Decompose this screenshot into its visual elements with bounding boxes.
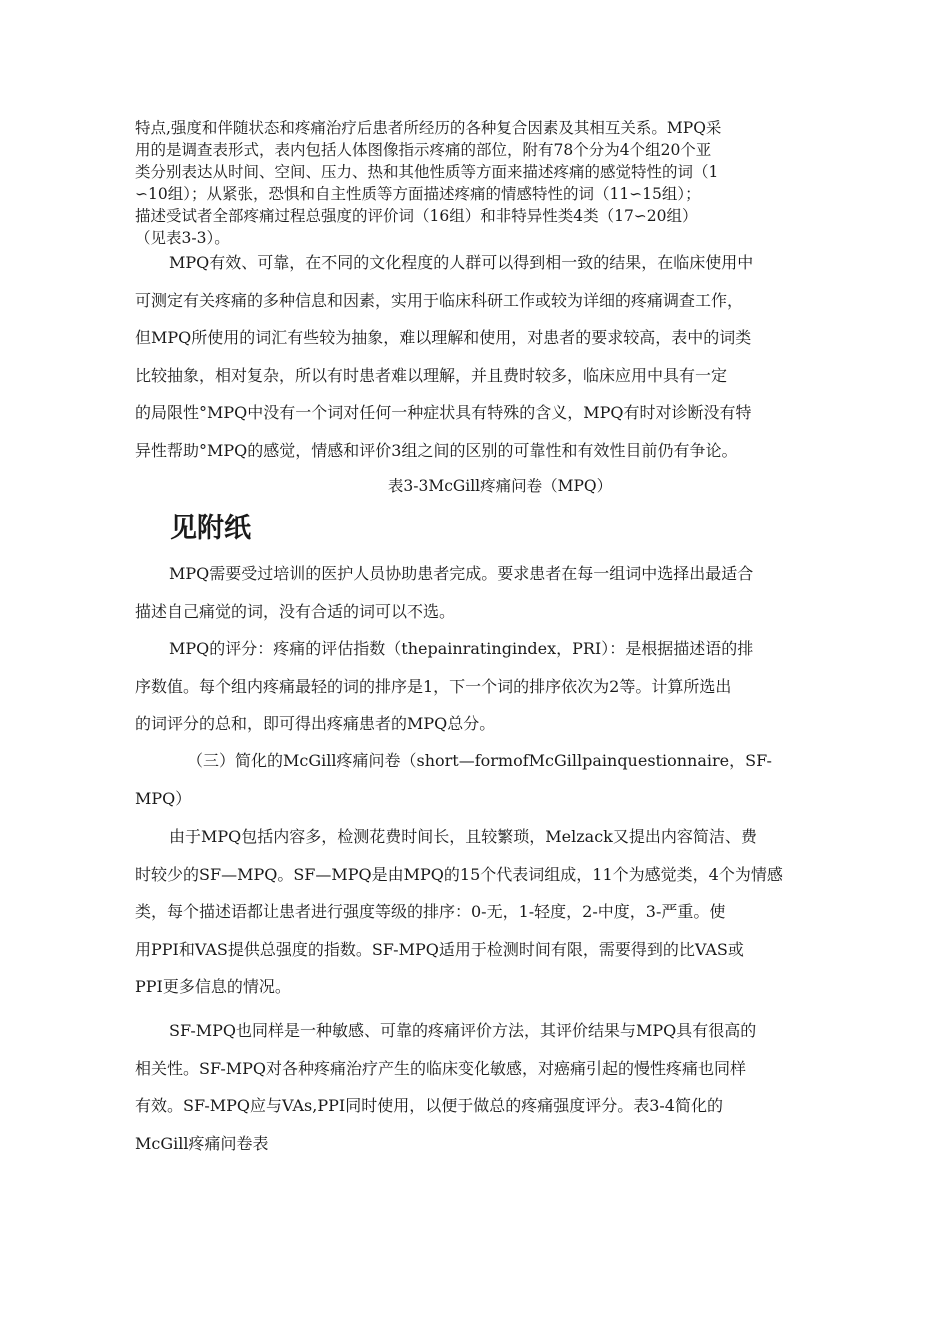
mpq-evaluation-paragraph <box>135 244 830 469</box>
text-line: 用PPI和VAS提供总强度的指数。SF-MPQ适用于检测时间有限，需要得到的比VAS或 <box>135 939 744 959</box>
text-line: 但MPQ所使用的词汇有些较为抽象，难以理解和使用，对患者的要求较高，表中的词类 <box>135 328 752 347</box>
text-line: PPI更多信息的情况。 <box>135 977 291 996</box>
text-line: 有效。SF-MPQ应与VAs,PPI同时使用，以便于做总的疼痛强度评分。表3-4简化的 <box>135 1096 723 1115</box>
table-caption: 表3-3McGill疼痛问卷（MPQ） <box>387 477 613 495</box>
text-line: McGill疼痛问卷表 <box>135 1133 269 1153</box>
text-line: 描述受试者全部疼痛过程总强度的评价词（16组）和非特异性类4类（17∽20组） <box>135 207 698 225</box>
text-line: 相关性。SF-MPQ对各种疼痛治疗产生的临床变化敏感，对癌痛引起的慢性疼痛也同样 <box>135 1058 747 1078</box>
sfmpq-subheading <box>135 742 830 817</box>
text-line: 异性帮助°MPQ的感觉，情感和评价3组之间的区别的可靠性和有效性目前仍有争论。 <box>135 440 738 460</box>
text-line: 类分别表达从时间、空间、压力、热和其他性质等方面来描述疼痛的感觉特性的词（1 <box>135 163 719 181</box>
text-line: 的词评分的总和，即可得出疼痛患者的MPQ总分。 <box>135 714 496 733</box>
text-line: MPQ有效、可靠，在不同的文化程度的人群可以得到相一致的结果，在临床使用中 <box>169 253 754 272</box>
text-line: 序数值。每个组内疼痛最轻的词的排序是1，下一个词的排序依次为2等。计算所选出 <box>135 676 732 696</box>
text-line: （三）简化的McGill疼痛问卷（short—formofMcGillpainquestionnaire，SF- <box>187 751 772 770</box>
text-line: （见表3-3）。 <box>135 229 230 247</box>
text-line: 描述自己痛觉的词，没有合适的词可以不选。 <box>135 601 456 621</box>
text-line: 用的是调查表形式，表内包括人体图像指示疼痛的部位，附有78个分为4个组20个亚 <box>135 141 712 159</box>
text-line: 可测定有关疼痛的多种信息和因素，实用于临床科研工作或较为详细的疼痛调查工作， <box>135 290 744 310</box>
text-line: 时较少的SF—MPQ。SF—MPQ是由MPQ的15个代表词组成，11个为感觉类，4个为情感 <box>135 864 783 884</box>
attachment-heading: 见附纸 <box>170 513 251 544</box>
text-line: MPQ需要受过培训的医护人员协助患者完成。要求患者在每一组词中选择出最适合 <box>169 564 754 583</box>
sfmpq-validity-paragraph <box>135 1012 830 1162</box>
intro-paragraph <box>135 117 830 249</box>
text-line: MPQ的评分：疼痛的评估指数（thepainratingindex，PRI）：是根据描述语的排 <box>169 639 754 658</box>
text-line: 特点,强度和伴随状态和疼痛治疗后患者所经历的各种复合因素及其相互关系。MPQ采 <box>135 119 722 137</box>
mpq-scoring-paragraph <box>135 630 830 743</box>
text-line: 类，每个描述语都让患者进行强度等级的排序：0-无，1-轻度，2-中度，3-严重。使 <box>135 902 726 921</box>
text-line: 由于MPQ包括内容多，检测花费时间长，且较繁琐，Melzack又提出内容简洁、费 <box>169 827 757 846</box>
text-line: 的局限性°MPQ中没有一个词对任何一种症状具有特殊的含义，MPQ有时对诊断没有特 <box>135 403 752 422</box>
mpq-procedure-paragraph <box>135 555 830 630</box>
text-line: MPQ） <box>135 788 192 808</box>
sfmpq-description-paragraph <box>135 818 830 1006</box>
text-line: 比较抽象，相对复杂，所以有时患者难以理解，并且费时较多，临床应用中具有一定 <box>135 365 728 385</box>
text-line: ∽10组）；从紧张，恐惧和自主性质等方面描述疼痛的情感特性的词（11∽15组）； <box>135 185 701 203</box>
text-line: SF-MPQ也同样是一种敏感、可靠的疼痛评价方法，其评价结果与MPQ具有很高的 <box>169 1021 757 1040</box>
